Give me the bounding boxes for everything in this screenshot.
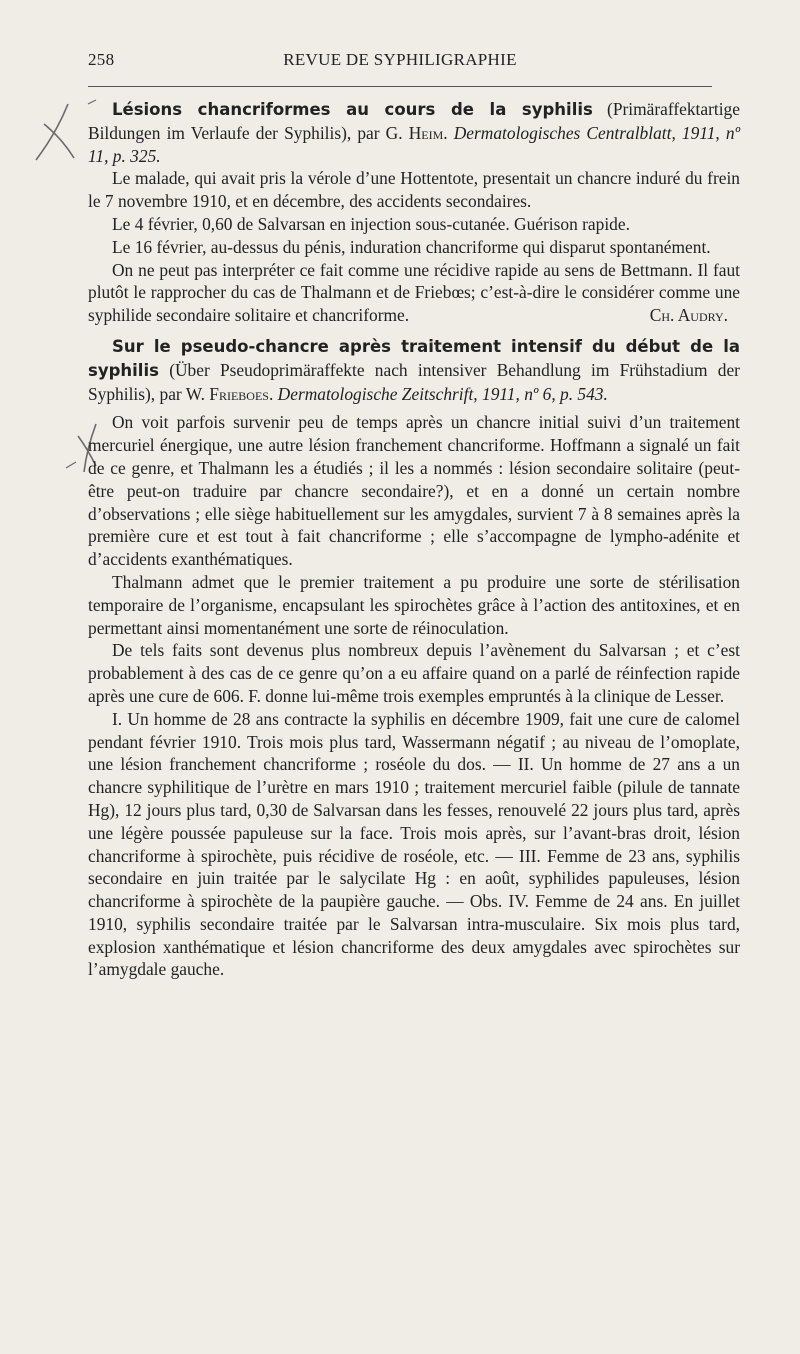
article-2-heading: Sur le pseudo-chancre après traitement intensif du début de la syphilis (Über Pseudoprimäraffekte nach intensiver Behandlung im Frühstadium der Syphilis), par W. Frieboes. Dermatologische Zeitschrift, 1911, nº 6, p. 543. [88, 336, 740, 404]
article-1-paragraph: Le 16 février, au-dessus du pénis, induration chancriforme qui disparut spontanément. [112, 236, 711, 257]
article-2-citation: 1911, nº 6, p. 543. [482, 383, 608, 404]
article-2-journal: Dermatologische Zeitschrift, [277, 383, 478, 404]
header-rule [88, 86, 712, 87]
article-2-original-title: (Über Pseudoprimäraffekte nach intensiver Behandlung im Frühstadium der Syphilis), par W. [88, 359, 740, 404]
article-2-paragraph: I. Un homme de 28 ans contracte la syphilis en décembre 1909, fait une cure de calomel pendant février 1910. Trois mois plus tard, Wassermann négatif ; au niveau de l’omoplate, une lésion franchement chancriforme ; roséole du dos. — II. Un homme de 27 ans a un chancre syphilitique de l’urètre en mars 1910 ; traitement mercuriel faible (pilule de tannate Hg), 12 jours plus tard, 0,30 de Salvarsan dans les fesses, renouvelé 22 jours plus tard, après une légère poussée papuleuse sur la face. Trois mois après, sur l’avant-bras droit, lésion chancriforme à spirochète, puis récidive de roséole, etc. — III. Femme de 23 ans, syphilis secondaire en juin traitée par le salycilate Hg : en août, syphilides papuleuses, lésion chancriforme à spirochète de la paupière gauche. — Obs. IV. Femme de 24 ans. En juillet 1910, syphilis secondaire traitée par le Salvarsan intra-musculaire. Six mois plus tard, explosion xanthématique et lésion chancriforme des deux amygdales avec spirochètes sur l’amygdale gauche. [88, 708, 740, 980]
article-1-author: Heim [408, 122, 444, 143]
article-1-paragraph: Le 4 février, 0,60 de Salvarsan en injection sous-cutanée. Guérison rapide. [112, 213, 630, 234]
article-2 [88, 335, 740, 981]
page-header [88, 50, 712, 74]
article-2-paragraph: De tels faits sont devenus plus nombreux depuis l’avènement du Salvarsan ; et c’est probablement à des cas de ce genre qu’on a eu affaire quand on a parlé de réinfection rapide après une cure de 606. F. donne lui-même trois exemples empruntés à la clinique de Lesser. [88, 640, 740, 706]
article-1-journal: Dermatologisches Centralblatt, [453, 122, 676, 143]
article-1-reviewer: Ch. Audry. [649, 305, 728, 326]
article-2-paragraph: On voit parfois survenir peu de temps après un chancre initial suivi d’un traitement mercuriel énergique, une autre lésion franchement chancriforme. Hoffmann a signalé un fait de ce genre, et Thalmann les a étudiés ; il les a nommés : lésion secondaire solitaire (peut-être peut-on traduire par chancre secondaire?), et en a donné un certain nombre d’observations ; elle siège habituellement sur les amygdales, survient 7 à 8 semaines après la première cure et est tout à fait chancriforme ; elle s’accompagne de lympho-adénite et d’accidents exanthématiques. [88, 412, 740, 570]
article-1-original-title: (Primäraffektartige Bildungen im Verlaufe der Syphilis), par G. [88, 99, 740, 143]
running-title: REVUE DE SYPHILIGRAPHIE [283, 50, 517, 69]
page-body [88, 98, 740, 981]
article-1-paragraph: On ne peut pas interpréter ce fait comme une récidive rapide au sens de Bettmann. Il faut plutôt le rapprocher du cas de Thalmann et de Friebœs; c’est-à-dire le considérer comme une syphilide secondaire solitaire et chancriforme. [88, 259, 740, 326]
article-2-paragraph: Thalmann admet que le premier traitement a pu produire une sorte de stérilisation temporaire de l’organisme, encapsulant les spirochètes grâce à l’action des antitoxines, et en permettant ainsi momentanément une sorte de réinoculation. [88, 571, 740, 638]
article-1 [88, 98, 740, 327]
article-spacer [88, 327, 740, 335]
article-1-title: Lésions chancriformes au cours de la syphilis [112, 100, 593, 119]
article-2-title: Sur le pseudo-chancre après traitement intensif du début de la syphilis [88, 336, 740, 380]
article-2-author: Frieboes [209, 383, 269, 404]
article-1-paragraph: Le malade, qui avait pris la vérole d’une Hottentote, presentait un chancre induré du frein le 7 novembre 1910, et en décembre, des accidents secondaires. [88, 168, 740, 212]
article-1-citation: 1911, nº 11, p. 325. [88, 122, 740, 166]
page-number: 258 [88, 50, 115, 69]
article-1-final-paragraph [88, 259, 740, 327]
article-1-heading: Lésions chancriformes au cours de la syphilis (Primäraffektartige Bildungen im Verlaufe der Syphilis), par G. Heim. Dermatologisches Centralblatt, 1911, nº 11, p. 325. [88, 99, 740, 166]
